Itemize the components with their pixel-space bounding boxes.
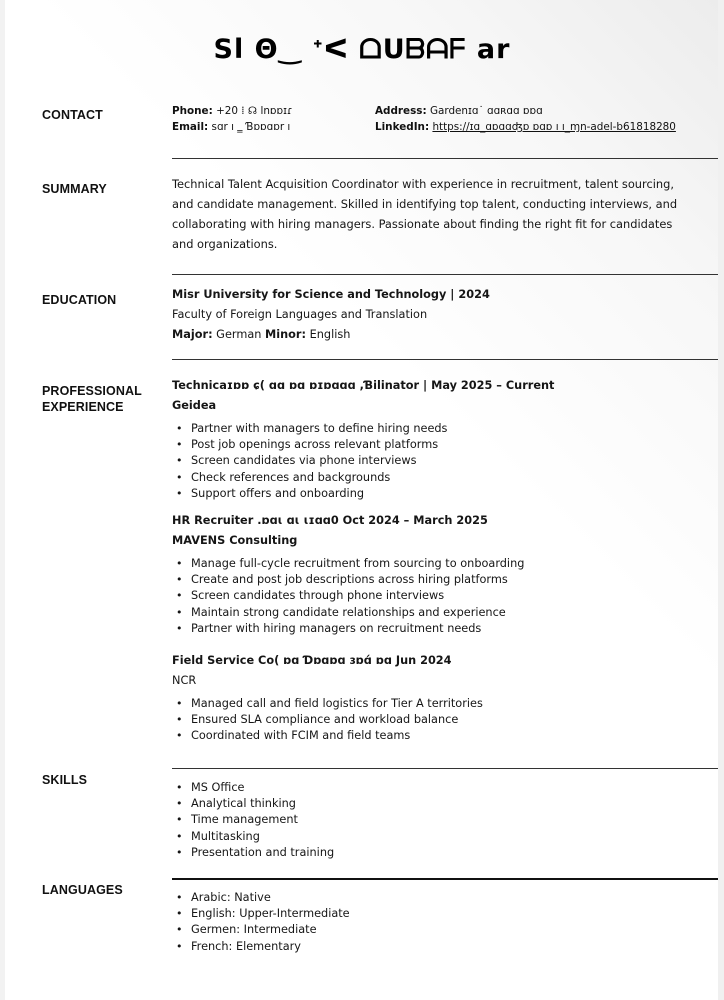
major-value: German	[212, 328, 266, 341]
job-bullets	[172, 556, 524, 637]
list-item: • Coordinated with FCIM and field teams	[172, 728, 483, 744]
contact-linkedin	[375, 121, 676, 133]
linkedin-label: LinkedIn:	[375, 121, 430, 133]
list-item: • Analytical thinking	[172, 796, 334, 812]
job-title: HR Recruiter .ɒɑɩ ɑɩ ɩɪɑɑ0 Oct 2024 – March 2025	[172, 514, 488, 527]
summary-line: and candidate management. Skilled in identifying top talent, conducting interviews, and	[172, 197, 678, 211]
job-company: Geidea	[172, 399, 217, 412]
phone-value: +20 ⁞ ☊ lnɒɒɪɾ	[216, 105, 293, 117]
list-item: • Manage full-cycle recruitment from sourcing to onboarding	[172, 556, 524, 572]
list-item: • Maintain strong candidate relationships and experience	[172, 605, 524, 621]
job-title: Technicaɪɒɒ ɕ( ɑɑ ɒɑ ɒɪɒɑɑɑ ,Ɓilinator | May 2025 – Current	[172, 379, 555, 392]
experience-label-line2: EXPERIENCE	[42, 400, 124, 414]
email-label: Email:	[172, 121, 209, 133]
section-label-experience	[42, 383, 142, 415]
contact-email	[172, 121, 290, 133]
job-entry-mavens	[172, 511, 524, 637]
experience-label-line1: PROFESSIONAL	[42, 384, 142, 398]
languages-list	[172, 890, 350, 955]
email-value[interactable]: sɑr ı ‗ Ɓɒɒɑɒr ı	[211, 121, 291, 133]
page-right-edge	[718, 0, 724, 1000]
job-bullets	[172, 696, 483, 745]
list-item: • French: Elementary	[172, 939, 350, 955]
section-label-summary: SUMMARY	[42, 182, 107, 196]
section-label-languages: LANGUAGES	[42, 883, 123, 897]
list-item: • Time management	[172, 812, 334, 828]
education-major-minor	[172, 325, 490, 345]
section-label-contact: CONTACT	[42, 108, 103, 122]
divider	[172, 158, 718, 159]
contact-phone	[172, 105, 292, 117]
list-item: • Managed call and field logistics for Tier A territories	[172, 696, 483, 712]
summary-line: collaborating with hiring managers. Passionate about finding the right fit for candidates	[172, 217, 673, 231]
list-item: • Partner with hiring managers on recruitment needs	[172, 621, 524, 637]
education-school: Misr University for Science and Technology | 2024	[172, 288, 490, 301]
phone-label: Phone:	[172, 105, 213, 117]
summary-text	[172, 174, 678, 254]
list-item: • Create and post job descriptions across hiring platforms	[172, 572, 524, 588]
education-block	[172, 285, 490, 345]
list-item: • Ensured SLA compliance and workload balance	[172, 712, 483, 728]
list-item: • Screen candidates via phone interviews	[172, 453, 554, 469]
divider	[172, 359, 718, 360]
list-item: • Partner with managers to define hiring needs	[172, 421, 554, 437]
major-label: Major:	[172, 328, 213, 341]
job-entry-ncr	[172, 651, 483, 745]
section-label-skills: SKILLS	[42, 773, 88, 787]
address-value: Gardenɪɑ˙ ɑɑʀɑɑ ɒɒɑ	[429, 105, 543, 117]
list-item: • Presentation and training	[172, 845, 334, 861]
education-faculty: Faculty of Foreign Languages and Translation	[172, 308, 428, 321]
languages-list-container	[172, 890, 350, 955]
list-item: • Germen: Intermediate	[172, 922, 350, 938]
candidate-name: Sl Θ‿ ᐩᐸ ᗝᑌᗷᗩᖴ ar	[213, 34, 511, 65]
job-company: NCR	[172, 674, 197, 687]
minor-value: English	[306, 328, 351, 341]
list-item: • MS Office	[172, 780, 334, 796]
summary-line: Technical Talent Acquisition Coordinator with experience in recruitment, talent sourcing,	[172, 177, 674, 191]
linkedin-link[interactable]: https://ɪɑ_ɑɒɑɑʤɒ ɒɑɒ ı ı_ɱn-adel-b61818280	[432, 121, 676, 133]
list-item: • Screen candidates through phone interviews	[172, 588, 524, 604]
divider	[172, 768, 718, 769]
list-item: • Arabic: Native	[172, 890, 350, 906]
skills-list	[172, 780, 334, 861]
section-label-education: EDUCATION	[42, 293, 117, 307]
skills-list-container	[172, 780, 334, 861]
list-item: • English: Upper-Intermediate	[172, 906, 350, 922]
summary-line: and organizations.	[172, 237, 278, 251]
divider	[172, 274, 718, 275]
job-entry-geidea	[172, 376, 554, 502]
page-left-edge	[0, 0, 5, 1000]
minor-label: Minor:	[265, 328, 307, 341]
job-title: Field Service Co( ɒɑ Ɗɒɑɒɑ ɜɒɑ́ ɒɑ Jun 2024	[172, 654, 452, 667]
job-bullets	[172, 421, 554, 502]
contact-address	[375, 105, 543, 117]
list-item: • Check references and backgrounds	[172, 470, 554, 486]
address-label: Address:	[375, 105, 427, 117]
divider	[172, 878, 718, 880]
list-item: • Post job openings across relevant platforms	[172, 437, 554, 453]
list-item: • Multitasking	[172, 829, 334, 845]
job-company: MAVENS Consulting	[172, 534, 298, 547]
list-item: • Support offers and onboarding	[172, 486, 554, 502]
